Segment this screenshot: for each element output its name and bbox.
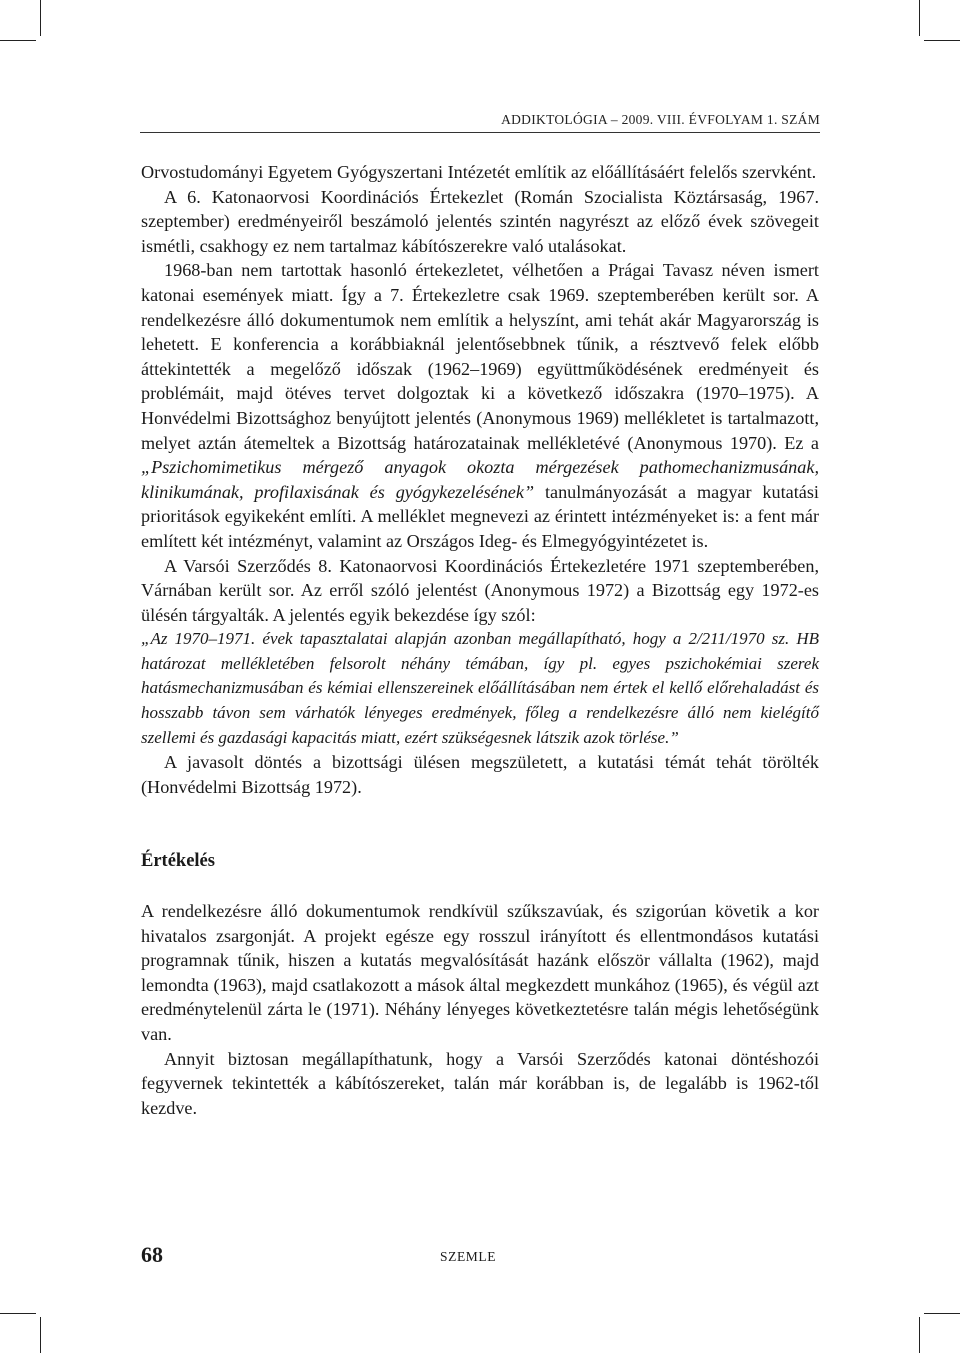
running-header: ADDIKTOLÓGIA – 2009. VIII. ÉVFOLYAM 1. SZÁM [501, 112, 820, 127]
header-rule [140, 132, 820, 133]
crop-mark [924, 40, 960, 41]
paragraph: Orvostudományi Egyetem Gyógyszertani Intézetét említik az előállításáért felelős szervként. [141, 162, 817, 182]
paragraph-text: 1968-ban nem tartottak hasonló értekezletet, vélhetően a Prágai Tavasz néven ismert katonai események miatt. Így a 7. Értekezletre csak 1969. szeptemberében került sor. A rendelkezésre álló dokumentumok nem említik a helyszínt, ami tehát akár Magyarország is lehetett. E konferencia a korábbiaknál jelentősebbnek tűnik, a résztvevő felek előbb áttekintették a megelőző időszak (1962–1969) együttműködésének eredményeit és problémáit, majd ötéves tervet dolgoztak ki a következő időszakra (1970–1975). A Honvédelmi Bizottsághoz benyújtott jelentés (Anonymous 1969) mellékletet is tartalmazott, melyet aztán átemeltek a Bizottság határozatainak mellékletévé (Anonymous 1970). Ez a [141, 260, 819, 453]
crop-mark [40, 1317, 41, 1353]
paragraph: A javasolt döntés a bizottsági ülésen megszületett, a kutatási témát tehát törölték (Honvédelmi Bizottság 1972). [141, 752, 819, 797]
footer-section-label: SZEMLE [440, 1249, 497, 1264]
paragraph [141, 258, 819, 553]
paragraph: A Varsói Szerződés 8. Katonaorvosi Koordinációs Értekezletére 1971 szeptemberében, Várnában került sor. Az erről szóló jelentést (Anonymous 1972) a Bizottság egy 1972-es ülésén tárgyalták. A jelentés egyik bekezdése így szól: [141, 555, 819, 625]
paragraph-text: tanulmányozását a magyar kutatási prioritások egyikeként említi. A melléklet megnevezi az érintett intézményeket is: a fent már említett két intézményt, valamint az Országos Ideg- és Elmegyógyintézetet is. [141, 481, 819, 551]
body-text [141, 160, 819, 1120]
crop-mark [924, 1313, 960, 1314]
italic-title: „Pszichomimetikus mérgező anyagok okozta mérgezések pathomechanizmusának, klinikumának, profilaxisának és gyógykezelésének” [141, 457, 819, 502]
crop-mark [0, 40, 36, 41]
crop-mark [40, 0, 41, 36]
crop-mark [919, 0, 920, 36]
crop-mark [0, 1313, 36, 1314]
block-quote: „Az 1970–1971. évek tapasztalatai alapján azonban megállapítható, hogy a 2/211/1970 sz. HB határozat mellékletében felsorolt néhány témában, így pl. egyes pszichokémiai szerek hatásmechanizmusában és kémiai ellenszereinek előállításában nem értek el kellő előrehaladást és hosszabb távon sem várhatók lényeges eredmények, főleg a rendelkezésre álló nem kielégítő szellemi és gazdasági kapacitás miatt, ezért szükségesnek látszik azok törlése.” [141, 629, 819, 747]
paragraph: A rendelkezésre álló dokumentumok rendkívül szűkszavúak, és szigorúan követik a kor hivatalos zsargonját. A projekt egésze egy rosszul irányított és ellentmondásos kutatási programnak tűnik, hiszen a kutatás megvalósítását hazánk először vállalta (1962), majd lemondta (1963), majd csatlakozott a mások által megkezdett munkához (1965), és végül azt eredménytelenül zárta le (1971). Néhány lényeges következtetésre talán mégis lehetőségünk van. [141, 901, 819, 1044]
paragraph: Annyit biztosan megállapíthatunk, hogy a Varsói Szerződés katonai döntéshozói fegyvernek tekintették a kábítószereket, talán már korábban is, de legalább is 1962-től kezdve. [141, 1048, 819, 1118]
page-number: 68 [141, 1242, 163, 1267]
section-heading: Értékelés [141, 851, 215, 872]
crop-mark [919, 1317, 920, 1353]
paragraph: A 6. Katonaorvosi Koordinációs Értekezlet (Román Szocialista Köztársaság, 1967. szeptember) eredményeiről beszámoló jelentés szintén nagyrészt az előző évek szövegeit ismétli, csakhogy ez nem tartalmaz kábítószerekre való utalásokat. [141, 186, 819, 256]
